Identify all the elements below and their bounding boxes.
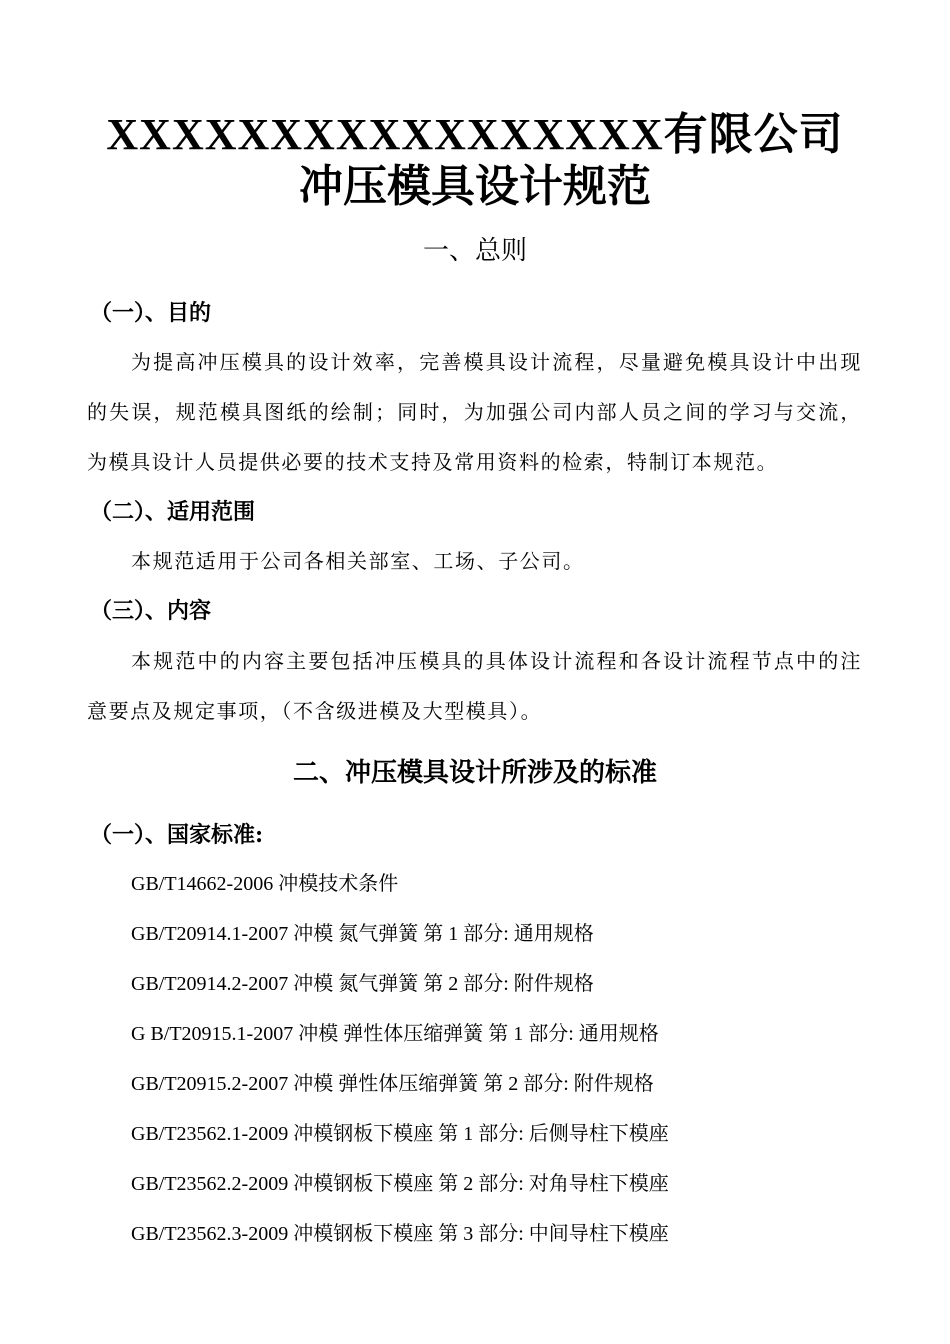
standard-item: GB/T23562.3-2009 冲模钢板下模座 第 3 部分: 中间导柱下模座	[131, 1223, 669, 1245]
paragraph-content: 本规范中的内容主要包括冲压模具的具体设计流程和各设计流程节点中的注意要点及规定事项，（不含级进模及大型模具）。	[87, 649, 862, 723]
paragraph-scope: 本规范适用于公司各相关部室、工场、子公司。	[131, 549, 585, 573]
standard-item: GB/T20914.1-2007 冲模 氮气弹簧 第 1 部分: 通用规格	[131, 923, 594, 945]
standard-item: GB/T14662-2006 冲模技术条件	[131, 873, 399, 895]
paragraph-purpose: 为提高冲压模具的设计效率，完善模具设计流程，尽量避免模具设计中出现的失误，规范模具图纸的绘制；同时，为加强公司内部人员之间的学习与交流，为模具设计人员提供必要的技术支持及常用资料的检索，特制订本规范。	[87, 350, 862, 474]
subheading-purpose: （一）、目的	[90, 300, 212, 326]
standard-item: GB/T23562.1-2009 冲模钢板下模座 第 1 部分: 后侧导柱下模座	[131, 1123, 669, 1145]
section-heading-standards: 二、冲压模具设计所涉及的标准	[292, 758, 657, 788]
section-heading-general: 一、总则	[422, 236, 527, 266]
standard-item: GB/T20914.2-2007 冲模 氮气弹簧 第 2 部分: 附件规格	[131, 973, 594, 995]
subheading-content: （三）、内容	[90, 598, 212, 624]
document-title-company: XXXXXXXXXXXXXXXXX有限公司	[106, 110, 844, 159]
subheading-scope: （二）、适用范围	[90, 499, 256, 525]
standard-item: GB/T20915.2-2007 冲模 弹性体压缩弹簧 第 2 部分: 附件规格	[131, 1073, 654, 1095]
standard-item: GB/T23562.2-2009 冲模钢板下模座 第 2 部分: 对角导柱下模座	[131, 1173, 669, 1195]
standard-item: G B/T20915.1-2007 冲模 弹性体压缩弹簧 第 1 部分: 通用规格	[131, 1023, 659, 1045]
document-title: 冲压模具设计规范	[299, 161, 651, 212]
subheading-national-standards: （一）、国家标准:	[90, 822, 264, 848]
